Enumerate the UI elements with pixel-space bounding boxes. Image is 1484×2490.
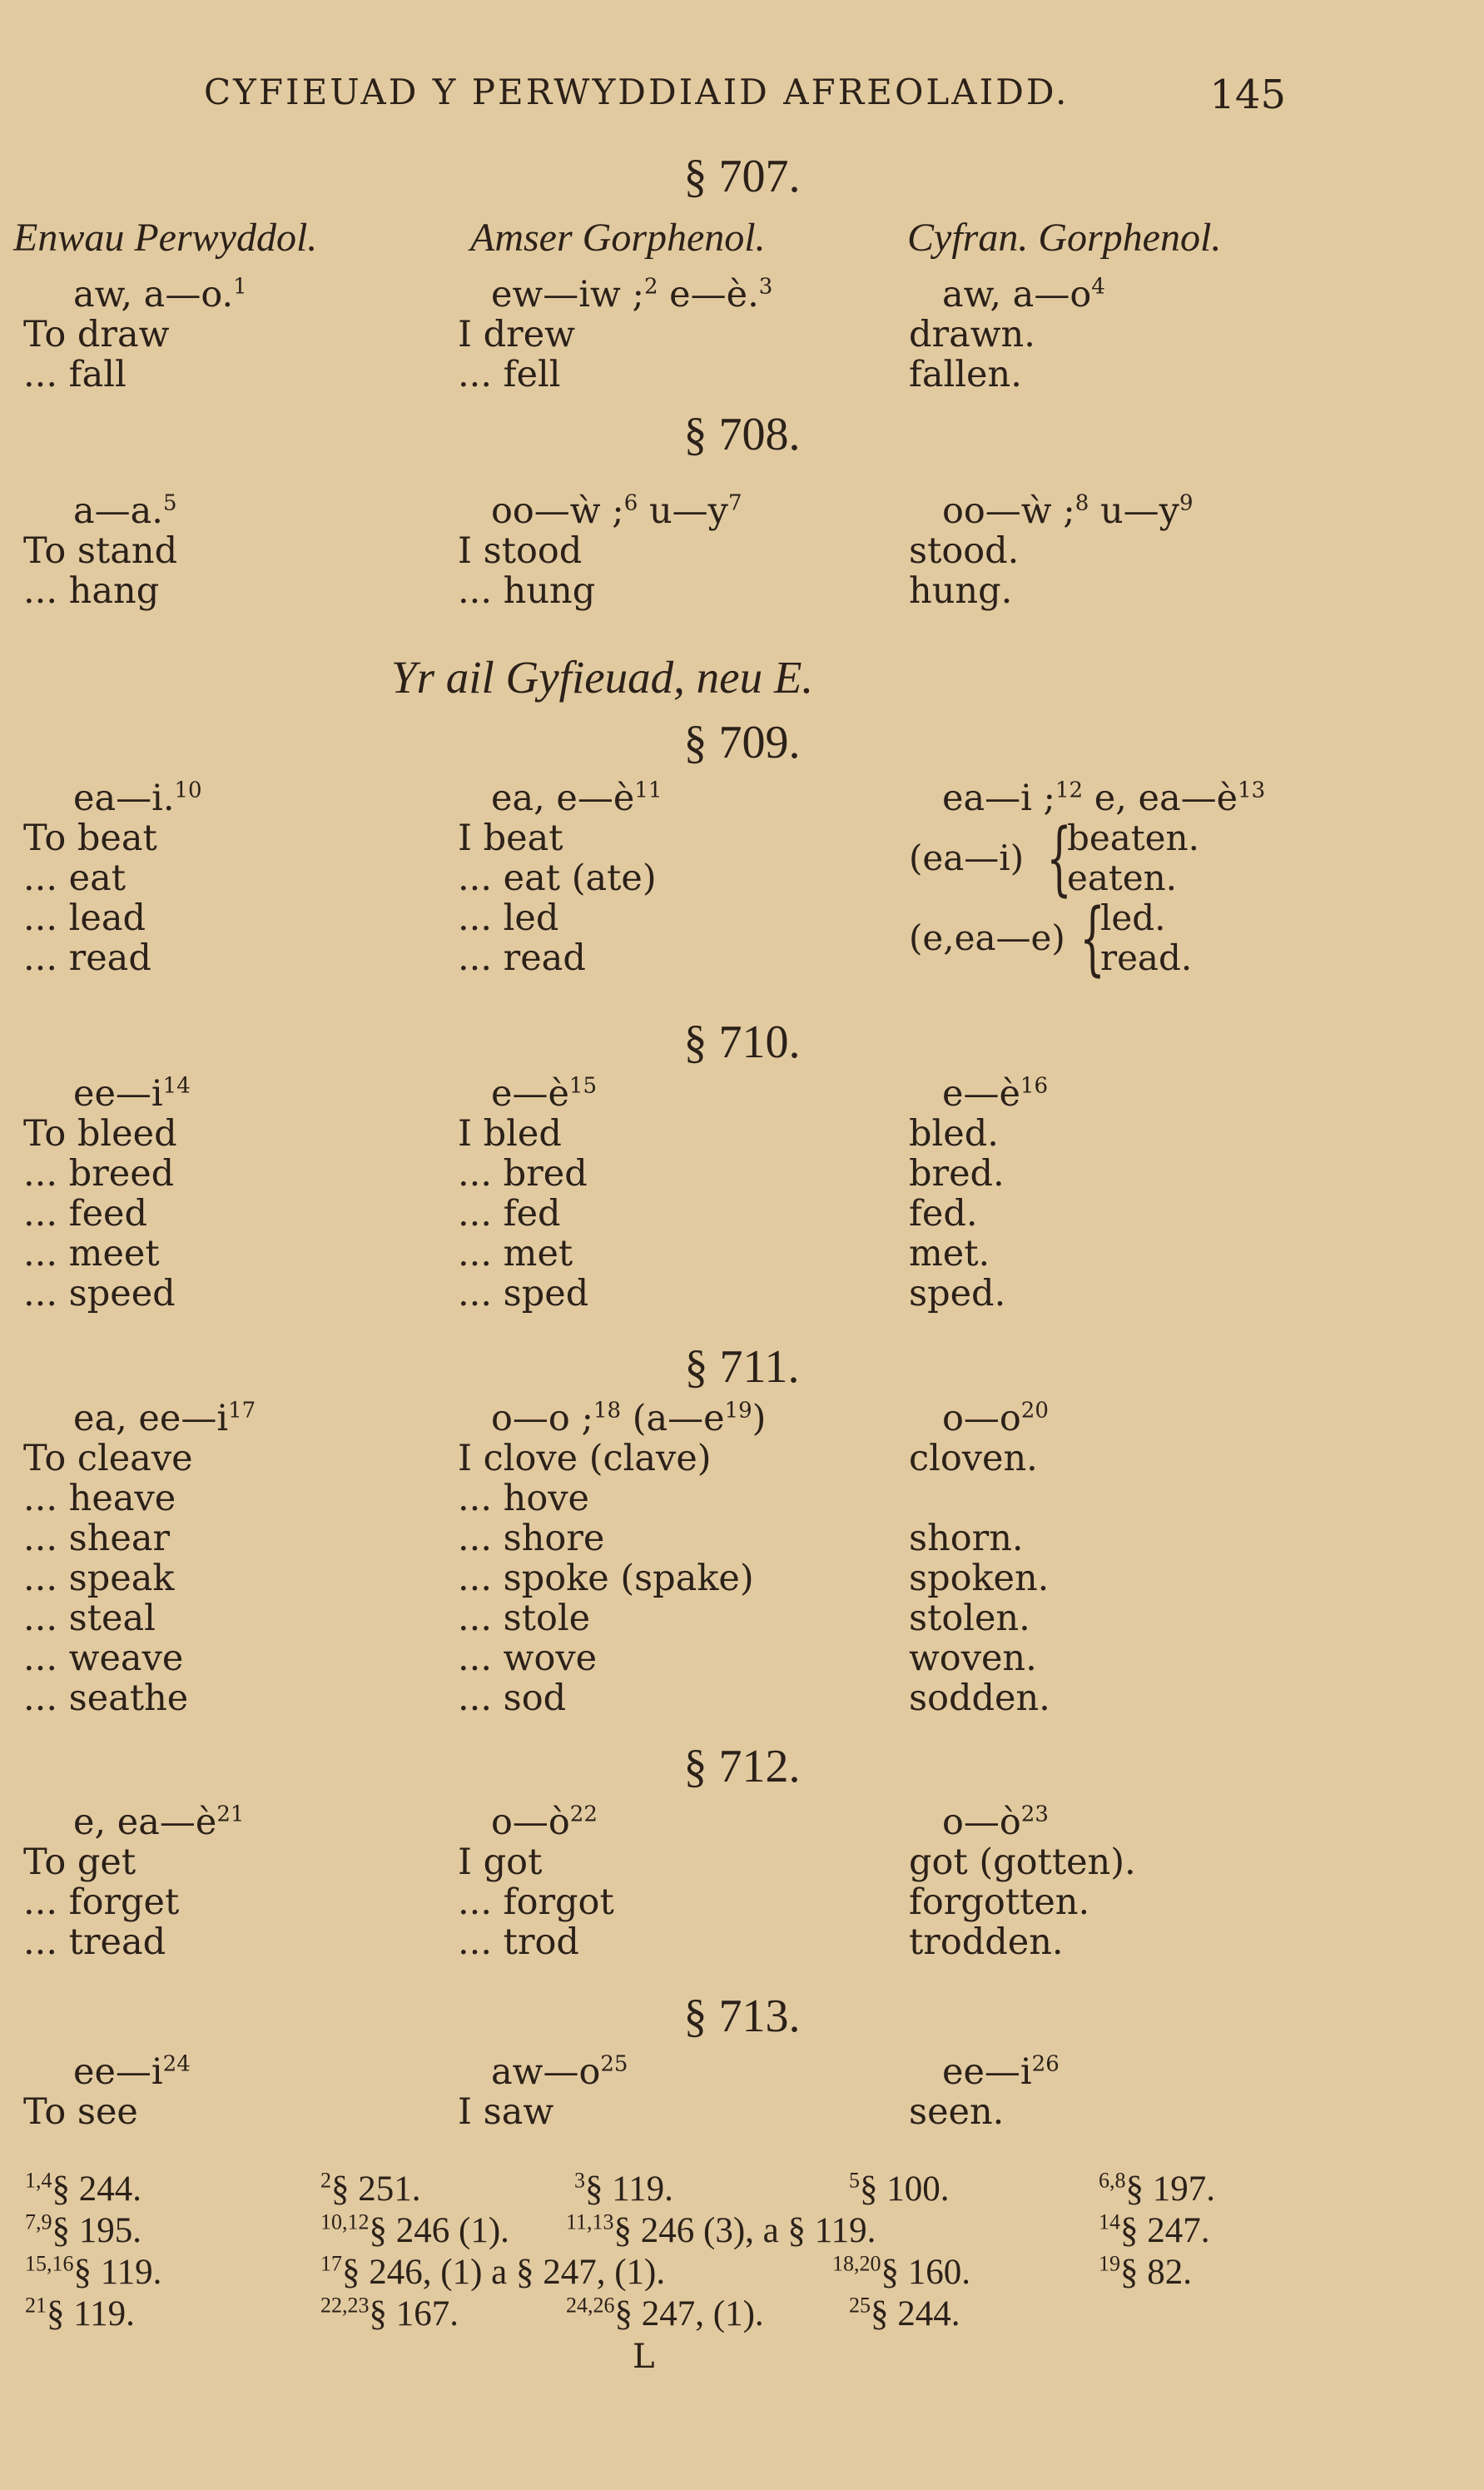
infinitive-cell: ... tread [23,1921,166,1963]
infinitive-cell: ... heave [23,1478,176,1519]
past-participle-cell: hung. [909,570,1013,612]
past-tense-cell: I clove (clave) [458,1438,712,1479]
page-number: 145 [1209,72,1286,118]
past-participle-cell: aw, $a—o^4$ [942,274,1105,316]
infinitive-cell: ... feed [23,1193,148,1235]
footnote-entry: $^{19}$§ 82. [1099,2251,1192,2292]
brace-item: beaten. [1067,818,1199,858]
past-participle-cell: ea—i ;$^{12}$ e, $ea—è^{13}$ [942,778,1266,819]
past-participle-cell: spoken. [909,1558,1050,1599]
brace-symbol: { [1046,812,1072,905]
brace-item: led. [1100,897,1166,938]
past-participle-cell: fallen. [909,354,1022,395]
infinitive-cell: To stand [23,530,178,572]
infinitive-cell: ... steal [23,1598,156,1639]
past-participle-cell: stolen. [909,1598,1030,1639]
past-tense-cell: $aw—o^{25}$ [491,2051,628,2093]
infinitive-cell: $ee—i^{14}$ [73,1073,191,1115]
past-tense-cell: I saw [458,2091,554,2133]
footnote-entry: $^{7,9}$§ 195. [25,2209,141,2250]
past-tense-cell: ... eat (ate) [458,857,657,899]
infinitive-cell: To cleave [23,1438,193,1479]
past-participle-cell: woven. [909,1638,1037,1679]
footnote-entry: $^{17}$§ 246, (1) a § 247, (1). [320,2251,666,2292]
past-tense-cell: $e—è^{15}$ [491,1073,597,1115]
past-participle-cell: shorn. [909,1518,1024,1559]
past-tense-cell: ... read [458,937,586,979]
column-head-past-participle: Cyfran. Gorphenol. [907,216,1222,260]
infinitive-cell: ... speed [23,1273,176,1315]
brace-label: (e,ea—e) [909,917,1065,958]
infinitive-cell: ea, $ee—i^{17}$ [73,1398,256,1439]
past-tense-cell: ... sod [458,1677,567,1719]
section-number: § 709. [683,717,801,768]
past-participle-cell: stood. [909,530,1020,572]
brace-item: read. [1100,937,1193,978]
footnote-entry: $^{24,26}$§ 247, (1). [566,2293,764,2333]
infinitive-cell: ... shear [23,1518,171,1559]
infinitive-cell: To bleed [23,1113,177,1155]
past-participle-cell: bled. [909,1113,999,1155]
group-title: Yr ail Gyfieuad, neu E. [391,652,814,703]
column-head-infinitive: Enwau Perwyddol. [13,216,318,260]
past-tense-cell: ... sped [458,1273,589,1315]
past-participle-cell: fed. [909,1193,978,1235]
infinitive-cell: ... meet [23,1233,160,1275]
infinitive-cell: $ee—i^{24}$ [73,2051,191,2093]
footnote-entry: $^{11,13}$§ 246 (3), a § 119. [566,2209,876,2250]
section-number: § 713. [683,1991,801,2042]
infinitive-cell: ... eat [23,857,127,899]
past-tense-cell: ... hove [458,1478,589,1519]
past-tense-cell: ... wove [458,1638,598,1679]
past-tense-cell: ... shore [458,1518,605,1559]
footnote-entry: $^{10,12}$§ 246 (1). [320,2209,509,2250]
infinitive-cell: ... speak [23,1558,175,1599]
section-number: § 710. [683,1016,801,1068]
past-participle-cell: oo—ẁ ;$^8$ $u—y^9$ [942,490,1194,532]
past-tense-cell: ... spoke (spake) [458,1558,754,1599]
infinitive-cell: ... hang [23,570,160,612]
past-tense-cell: ... trod [458,1921,579,1963]
infinitive-cell: To beat [23,818,157,859]
past-tense-cell: I drew [458,314,575,355]
footnote-entry: $^3$§ 119. [574,2168,673,2209]
column-head-past-tense: Amser Gorphenol. [470,216,766,260]
past-participle-cell: drawn. [909,314,1035,355]
past-tense-cell: oo—ẁ ;$^6$ $u—y^7$ [491,490,742,532]
signature-mark: L [633,2338,655,2376]
past-participle-cell: got (gotten). [909,1841,1136,1883]
footnote-entry: $^{1,4}$§ 244. [25,2168,141,2209]
past-participle-cell: bred. [909,1153,1005,1195]
past-tense-cell: o—o ;$^{18}$ $(a—e^{19})$ [491,1398,767,1439]
infinitive-cell: To get [23,1841,136,1883]
footnote-entry: $^{15,16}$§ 119. [25,2251,162,2292]
past-tense-cell: ... met [458,1233,573,1275]
past-participle-cell: cloven. [909,1438,1038,1479]
footnote-entry: $^5$§ 100. [849,2168,950,2209]
infinitive-cell: To see [23,2091,138,2133]
past-participle-cell: seen. [909,2091,1005,2133]
past-tense-cell: ... led [458,897,559,939]
infinitive-cell: ... lead [23,897,146,939]
footnote-entry: $^{18,20}$§ 160. [832,2251,970,2292]
section-number: § 708. [683,409,801,460]
infinitive-cell: ... seathe [23,1677,189,1719]
infinitive-cell: e, $ea—è^{21}$ [73,1802,245,1843]
past-participle-cell: $o—ò^{23}$ [942,1802,1049,1843]
infinitive-cell: ... forget [23,1881,180,1923]
past-participle-cell: sodden. [909,1677,1050,1719]
footnote-entry: $^{6,8}$§ 197. [1099,2168,1215,2209]
past-tense-cell: I got [458,1841,543,1883]
footnote-entry: $^2$§ 251. [320,2168,421,2209]
past-tense-cell: ... bred [458,1153,588,1195]
footnote-entry: $^{21}$§ 119. [25,2293,135,2333]
section-number: § 712. [683,1741,801,1792]
infinitive-cell: ... weave [23,1638,184,1679]
past-participle-cell: $e—è^{16}$ [942,1073,1048,1115]
past-tense-cell: ... fed [458,1193,561,1235]
infinitive-cell: aw, a—o.$^1$ [73,274,247,316]
past-tense-cell: ea, $e—è^{11}$ [491,778,663,819]
past-participle-cell: trodden. [909,1921,1064,1963]
section-number: § 711. [684,1341,800,1393]
footnote-entry: $^{14}$§ 247. [1099,2209,1210,2250]
brace-item: eaten. [1067,857,1178,898]
header-title: CYFIEUAD Y PERWYDDIAID AFREOLAIDD. [204,72,1070,112]
footnote-entry: $^{25}$§ 244. [849,2293,960,2333]
past-tense-cell: I beat [458,818,563,859]
infinitive-cell: ... fall [23,354,127,395]
past-tense-cell: I bled [458,1113,562,1155]
past-participle-cell: met. [909,1233,990,1275]
running-header [204,72,1286,118]
infinitive-cell: ... read [23,937,151,979]
footnote-entry: $^{22,23}$§ 167. [320,2293,459,2333]
past-tense-cell: ... hung [458,570,596,612]
infinitive-cell: ... breed [23,1153,175,1195]
section-number: § 707. [683,151,801,202]
infinitive-cell: ea—i.$^{10}$ [73,778,202,819]
past-tense-cell: ... stole [458,1598,591,1639]
past-tense-cell: ... fell [458,354,561,395]
past-tense-cell: I stood [458,530,583,572]
brace-label: (ea—i) [909,837,1025,878]
past-tense-cell: $o—ò^{22}$ [491,1802,598,1843]
brace-symbol: { [1079,892,1105,985]
past-tense-cell: ew—iw ;$^2$ e—è.$^3$ [491,274,773,316]
past-participle-cell: forgotten. [909,1881,1090,1923]
past-participle-cell: $ee—i^{26}$ [942,2051,1060,2093]
past-participle-cell: sped. [909,1273,1006,1315]
past-tense-cell: ... forgot [458,1881,614,1923]
infinitive-cell: To draw [23,314,170,355]
infinitive-cell: a—a.$^5$ [73,490,177,532]
past-participle-cell: $o—o^{20}$ [942,1398,1049,1439]
